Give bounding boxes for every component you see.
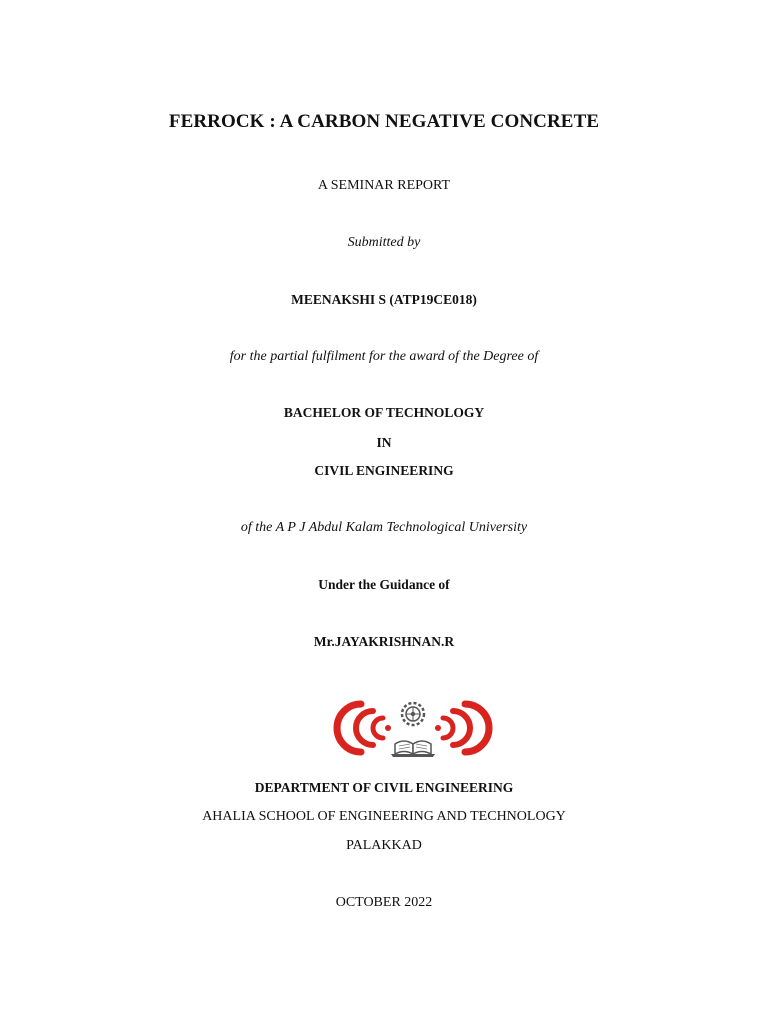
branch-name: CIVIL ENGINEERING [314, 463, 454, 478]
left-wave-arcs [337, 704, 391, 752]
fulfilment-text: for the partial fulfilment for the award of the Degree of [229, 349, 539, 364]
report-date: OCTOBER 2022 [335, 895, 433, 910]
in-label: IN [376, 435, 392, 450]
degree-name: BACHELOR OF TECHNOLOGY [283, 405, 485, 420]
report-title: FERROCK : A CARBON NEGATIVE CONCRETE [168, 111, 600, 132]
report-subtitle: A SEMINAR REPORT [317, 178, 451, 193]
guidance-label: Under the Guidance of [318, 577, 450, 592]
right-wave-arcs [435, 704, 489, 752]
author-name: MEENAKSHI S (ATP19CE018) [291, 292, 477, 307]
gear-icon [402, 703, 424, 725]
place-name: PALAKKAD [346, 838, 422, 853]
guide-name: Mr.JAYAKRISHNAN.R [313, 634, 455, 649]
submitted-by-label: Submitted by [347, 235, 421, 250]
department-name: DEPARTMENT OF CIVIL ENGINEERING [254, 780, 514, 795]
college-emblem-icon [333, 694, 493, 758]
college-name: AHALIA SCHOOL OF ENGINEERING AND TECHNOLOGY [202, 809, 566, 824]
university-text: of the A P J Abdul Kalam Technological University [240, 520, 528, 535]
open-book-icon [391, 741, 435, 757]
